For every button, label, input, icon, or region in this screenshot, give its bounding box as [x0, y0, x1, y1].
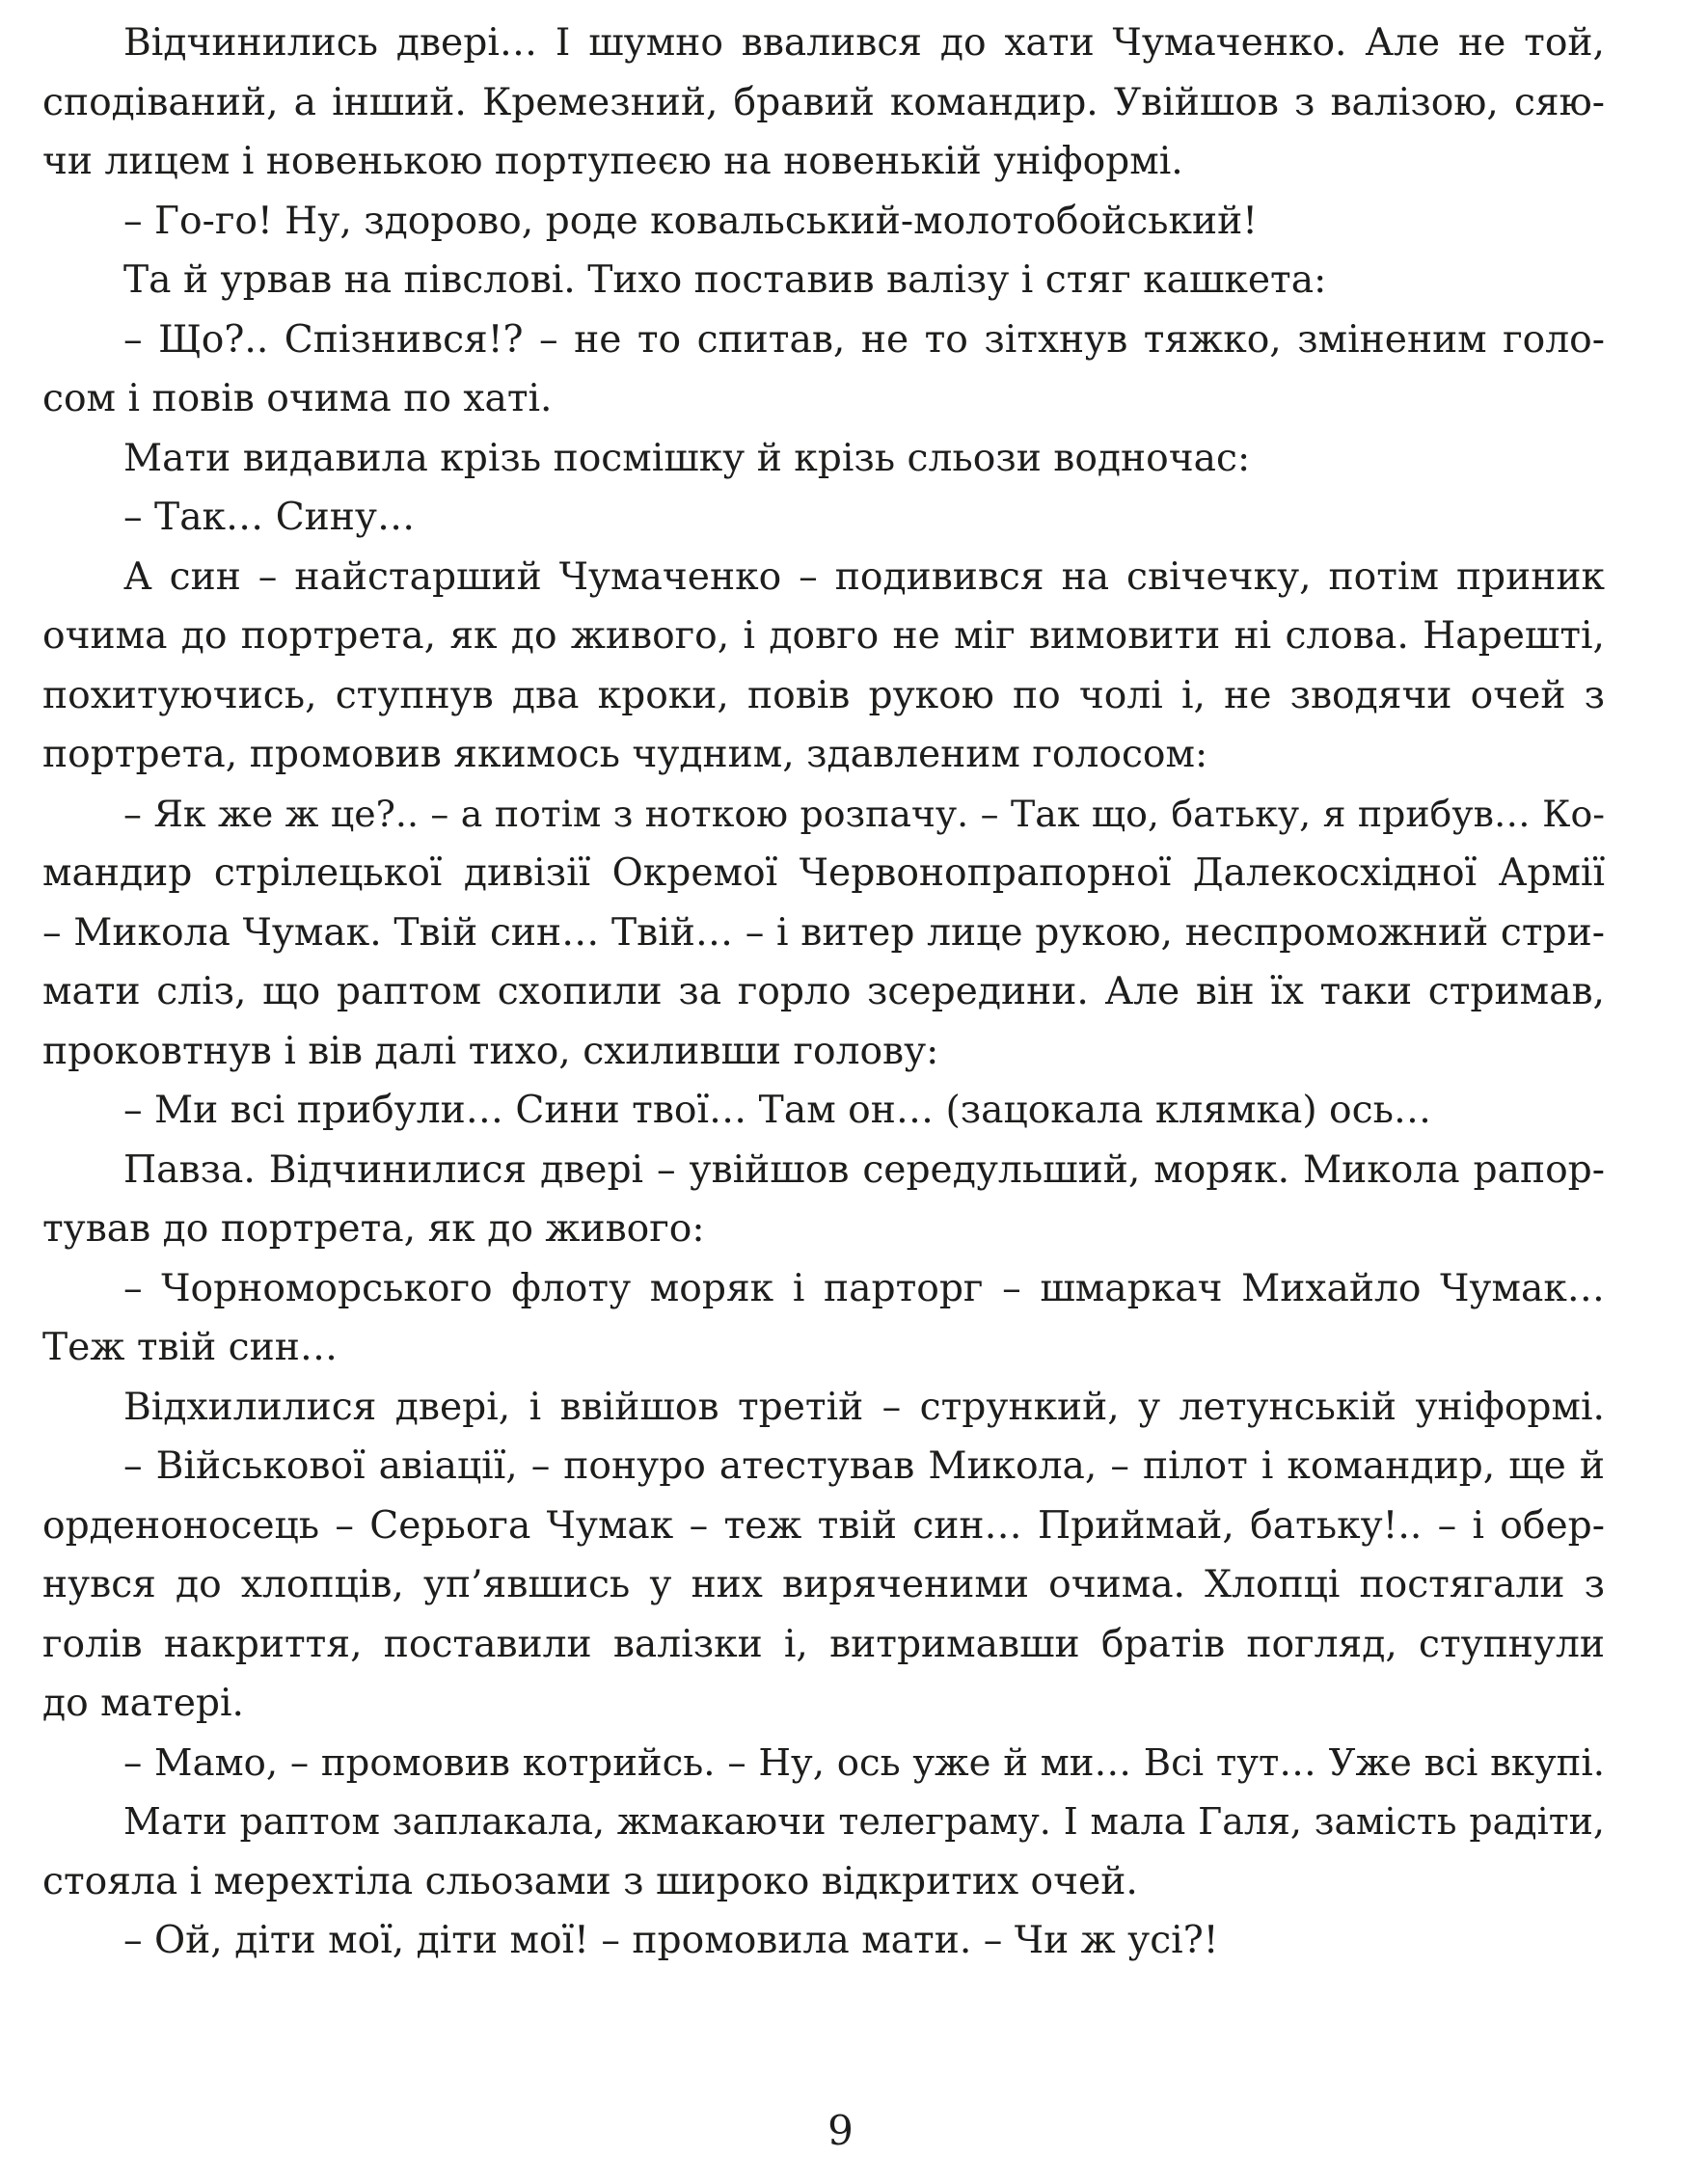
text-line: очима до портрета, як до живого, і довго не міг вимовити ні слова. Нарешті,	[42, 614, 1605, 658]
text-line: портрета, промовив якимось чудним, здавленим голосом:	[42, 733, 1208, 776]
text-line: Відчинились двері… І шумно ввалився до хати Чумаченко. Але не той,	[123, 21, 1605, 65]
text-line: – Як же ж це?.. – а потім з ноткою розпачу. – Так що, батьку, я прибув… Ко-	[123, 792, 1605, 835]
text-line: Мати раптом заплакала, жмакаючи телеграму. І мала Галя, замість радіти,	[123, 1800, 1605, 1843]
text-line: Павза. Відчинилися двері – увійшов середульший, моряк. Микола рапор-	[123, 1147, 1605, 1192]
page-number: 9	[827, 2107, 854, 2154]
text-line: тував до портрета, як до живого:	[42, 1207, 705, 1251]
text-line: Теж твій син…	[42, 1326, 339, 1369]
text-line: чи лицем і новенькою портупеєю на новенькій уніформі.	[42, 140, 1183, 183]
text-line: проковтнув і вів далі тихо, схиливши голову:	[42, 1029, 939, 1073]
text-line: – Го-го! Ну, здорово, роде ковальський-молотобойський!	[123, 199, 1258, 243]
body-text	[42, 13, 1605, 1971]
text-line: мати сліз, що раптом схопили за горло зсередини. Але він їх таки стримав,	[42, 970, 1605, 1013]
text-line: мандир стрілецької дивізії Окремої Червонопрапорної Далекосхідної Армії	[42, 851, 1605, 895]
text-line: – Ой, діти мої, діти мої! – промовила мати. – Чи ж усі?!	[123, 1919, 1219, 1962]
text-line: нувся до хлопців, уп’явшись у них виряченими очима. Хлопці постягали з	[42, 1563, 1605, 1606]
text-line: орденоносець – Серьога Чумак – теж твій син… Приймай, батьку!.. – і обер-	[42, 1503, 1605, 1548]
text-line: – Мамо, – промовив котрийсь. – Ну, ось уже й ми… Всі тут… Уже всі вкупі.	[123, 1740, 1605, 1785]
text-line: – Чорноморського флоту моряк і парторг – шмаркач Михайло Чумак…	[123, 1266, 1605, 1310]
text-line: сом і повів очима по хаті.	[42, 377, 553, 420]
text-line: Та й урвав на півслові. Тихо поставив валізу і стяг кашкета:	[123, 258, 1327, 302]
text-line: стояла і мерехтіла сльозами з широко відкритих очей.	[42, 1859, 1138, 1903]
text-line: – Ми всі прибули… Сини твої… Там он… (зацокала клямка) ось…	[123, 1089, 1432, 1132]
text-line: – Так… Сину…	[123, 496, 416, 539]
text-line: – Микола Чумак. Твій син… Твій… – і витер лице рукою, неспроможний стри-	[42, 910, 1605, 955]
text-line: – Військової авіації, – понуро атестував Микола, – пілот і командир, ще й	[123, 1444, 1605, 1488]
text-line: Мати видавила крізь посмішку й крізь сльози водночас:	[123, 436, 1251, 480]
text-line: похитуючись, ступнув два кроки, повів рукою по чолі і, не зводячи очей з	[42, 673, 1605, 717]
text-line: голів накриття, поставили валізки і, витримавши братів погляд, ступнули	[42, 1622, 1605, 1666]
text-line: Відхилилися двері, і ввійшов третій – стрункий, у летунській уніформі.	[123, 1385, 1605, 1429]
text-line: сподіваний, а інший. Кремезний, бравий командир. Увійшов з валізою, сяю-	[42, 80, 1605, 124]
text-line: – Що?.. Спізнився!? – не то спитав, не то зітхнув тяжко, зміненим голо-	[123, 317, 1605, 362]
text-line: до матері.	[42, 1682, 244, 1725]
text-line: А син – найстарший Чумаченко – подивився на свічечку, потім приник	[123, 554, 1605, 599]
